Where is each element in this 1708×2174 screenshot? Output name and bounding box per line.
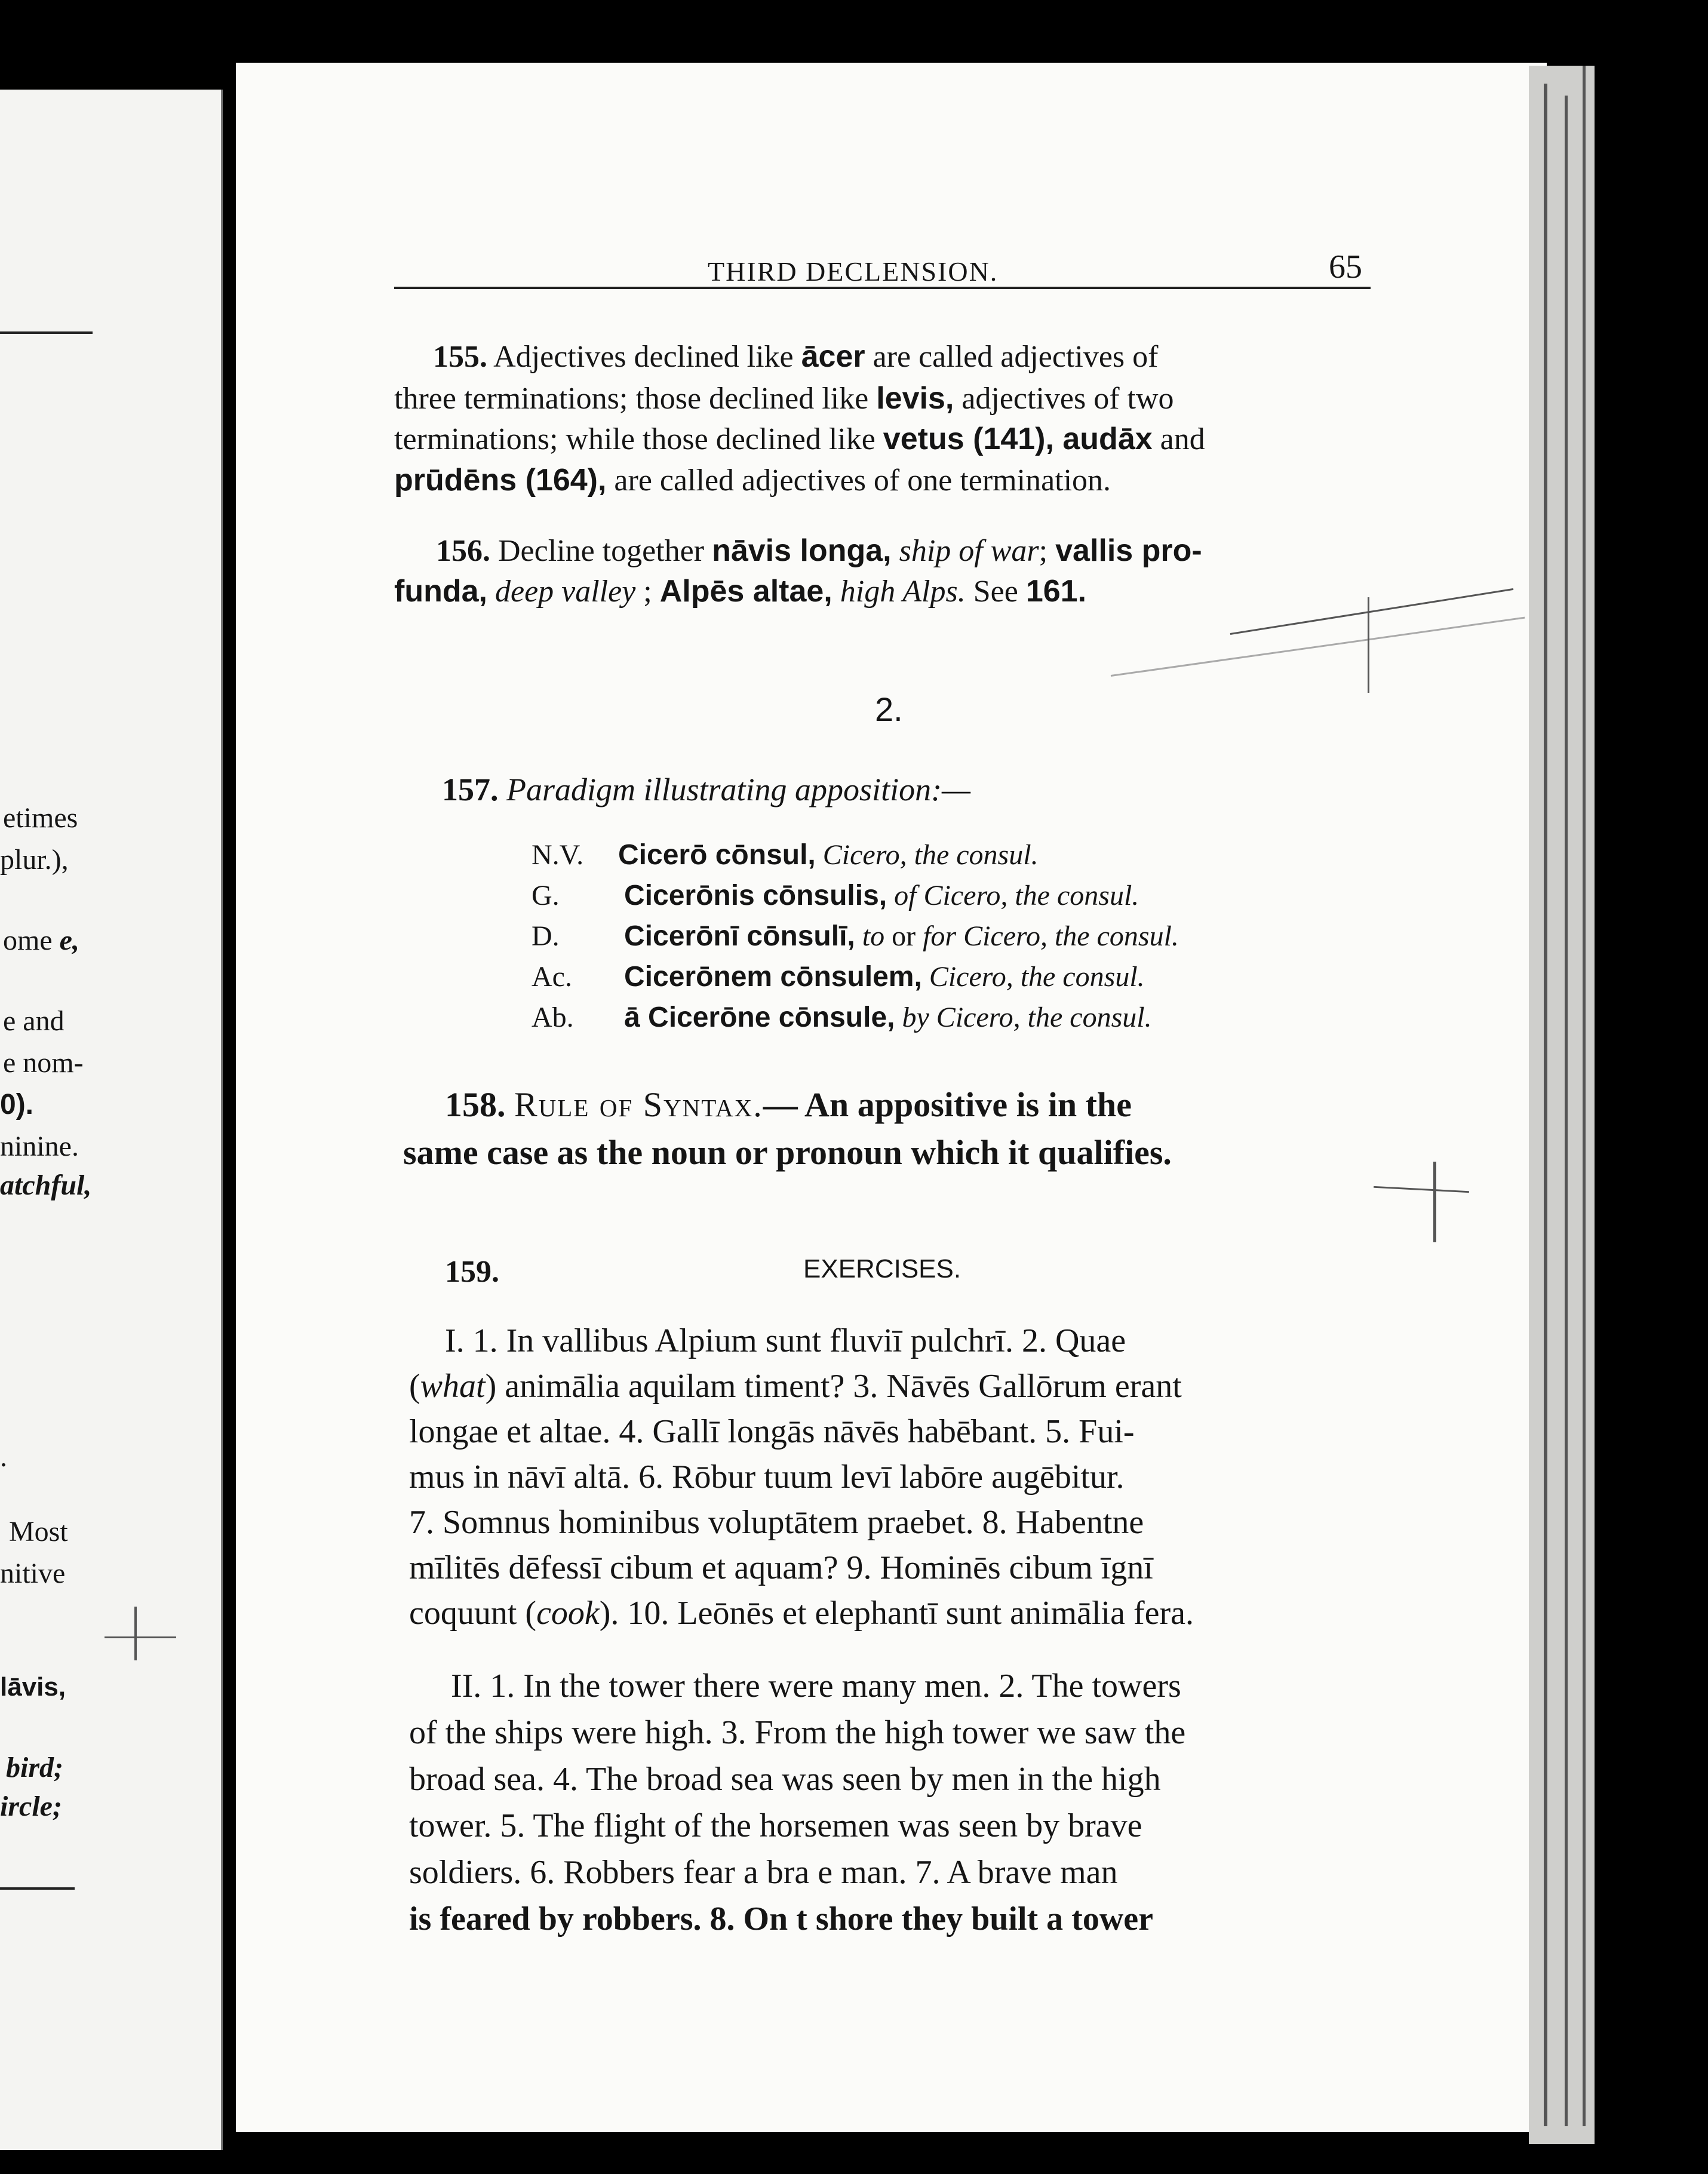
text: and <box>1160 422 1205 456</box>
left-fragment <box>6 1750 63 1786</box>
rule-line: same case as the noun or pronoun which it qualifies. <box>403 1133 1172 1172</box>
exercise-line: mus in nāvī altā. 6. Rōbur tuum levī labōre augēbitur. <box>409 1458 1125 1496</box>
section-number: 2. <box>875 690 903 728</box>
exercise-line: longae et altae. 4. Gallī longās nāvēs habēbant. 5. Fui- <box>409 1413 1135 1450</box>
left-page-rule-top <box>0 331 93 334</box>
translation: by Cicero, the consul. <box>902 1002 1152 1033</box>
latin-term: vallis pro- <box>1055 533 1202 568</box>
exercise-line: II. 1. In the tower there were many men. 2. The towers <box>451 1668 1181 1705</box>
translation: Cicero, the consul. <box>822 839 1039 871</box>
rule-label: Rule of Syntax. <box>514 1085 763 1124</box>
text: Decline together <box>498 534 705 568</box>
latin-term: ācer <box>801 339 865 374</box>
text: terminations; while those declined like <box>394 422 875 456</box>
text: or <box>892 920 916 952</box>
text: coquunt ( <box>409 1595 537 1632</box>
pen-mark <box>134 1607 137 1660</box>
page-number: 65 <box>1329 248 1362 285</box>
line <box>394 420 1205 459</box>
page-edge-line <box>1565 96 1568 2126</box>
case-label: G. <box>532 880 560 911</box>
left-fragment-italic: ircle; <box>0 1791 62 1822</box>
latin-term: vetus (141), audāx <box>883 422 1153 456</box>
case-label: D. <box>532 920 560 952</box>
line <box>394 572 1086 611</box>
rule-line <box>445 1084 1132 1126</box>
text: adjectives of two <box>961 382 1174 416</box>
latin-term: Alpēs altae, <box>659 574 833 609</box>
page-header-title: THIRD DECLENSION. <box>708 256 999 287</box>
left-fragment-italic: e, <box>59 925 79 956</box>
line <box>394 379 1174 418</box>
left-fragment: 0). <box>0 1089 34 1120</box>
translation: of Cicero, the consul. <box>894 880 1139 911</box>
left-fragment: plur.), <box>0 844 69 876</box>
left-page-rule-bottom <box>0 1887 75 1890</box>
paragraph-number: 159. <box>445 1255 499 1289</box>
page-edge-line <box>1544 84 1547 2126</box>
text: ( <box>409 1368 420 1405</box>
text: are called adjectives of one termination. <box>614 463 1111 498</box>
left-fragment: nitive <box>0 1558 66 1589</box>
latin-term: levis, <box>876 381 954 416</box>
text: are called adjectives of <box>873 340 1159 374</box>
pen-mark <box>105 1636 176 1638</box>
text: See <box>973 575 1018 609</box>
exercise-line: mīlitēs dēfessī cibum et aquam? 9. Hominēs cibum īgnī <box>409 1549 1153 1586</box>
translation: deep valley <box>494 575 636 609</box>
exercise-line: I. 1. In vallibus Alpium sunt fluviī pulchrī. 2. Quae <box>445 1322 1126 1359</box>
text: ; <box>643 575 652 609</box>
text: Adjectives declined like <box>493 340 794 374</box>
case-label: Ab. <box>532 1002 574 1033</box>
case-label: N.V. <box>532 839 584 871</box>
text: three terminations; those declined like <box>394 382 869 416</box>
translation: what <box>420 1368 486 1405</box>
text: ) animālia aquilam timent? 3. Nāvēs Gallōrum erant <box>485 1368 1182 1405</box>
exercise-line <box>409 1365 1182 1407</box>
exercise-line <box>409 1592 1194 1634</box>
left-fragment: ninine. <box>0 1131 79 1162</box>
paragraph-number: 158. <box>445 1085 506 1124</box>
left-fragment <box>0 1168 91 1203</box>
line <box>433 337 1158 376</box>
latin-form: Cicerōnī cōnsulī, <box>624 920 855 952</box>
text: ). 10. Leōnēs et elephantī sunt animālia fera. <box>599 1595 1194 1632</box>
pencil-mark <box>1368 597 1369 693</box>
exercises-heading: EXERCISES. <box>803 1254 961 1283</box>
latin-term: prūdēns (164), <box>394 463 607 498</box>
latin-form: Cicerō cōnsul, <box>618 839 816 871</box>
paradigm-title <box>442 770 970 809</box>
paradigm-row <box>532 836 1039 874</box>
paradigm-row <box>532 958 1145 996</box>
paradigm-title-text: Paradigm illustrating apposition:— <box>506 772 971 807</box>
rule-text: — An appositive is in the <box>763 1085 1132 1124</box>
latin-term: nāvis longa, <box>712 533 892 568</box>
translation: to <box>862 920 885 952</box>
paragraph-number: 156. <box>436 534 490 568</box>
paradigm-row <box>532 877 1139 915</box>
left-fragment-italic: atchful, <box>0 1169 92 1201</box>
line <box>394 461 1111 500</box>
left-fragment <box>0 1789 62 1825</box>
exercise-line: soldiers. 6. Robbers fear a bra e man. 7. A brave man <box>409 1854 1118 1891</box>
exercise-line: tower. 5. The flight of the horsemen was seen by brave <box>409 1807 1142 1844</box>
left-fragment: e and <box>3 1005 64 1037</box>
latin-form: Cicerōnem cōnsulem, <box>624 961 922 993</box>
left-fragment: lāvis, <box>0 1672 66 1702</box>
left-fragment: . <box>0 1441 7 1473</box>
pencil-mark <box>1433 1162 1436 1242</box>
translation: for Cicero, the consul. <box>923 920 1179 952</box>
latin-form: Cicerōnis cōnsulis, <box>624 880 887 911</box>
translation: high Alps. <box>840 575 966 609</box>
left-fragment: etimes <box>3 802 78 834</box>
exercise-line: broad sea. 4. The broad sea was seen by men in the high <box>409 1761 1161 1798</box>
header-rule <box>394 287 1371 289</box>
translation: Cicero, the consul. <box>929 961 1145 993</box>
left-fragment-text: ome <box>3 925 53 956</box>
left-fragment <box>3 923 79 959</box>
exercise-line: of the ships were high. 3. From the high tower we saw the <box>409 1714 1186 1751</box>
exercise-line: is feared by robbers. 8. On t shore they built a tower <box>409 1900 1153 1937</box>
cross-reference: 161. <box>1025 574 1087 609</box>
case-label: Ac. <box>532 961 572 993</box>
paragraph-number: 157. <box>442 772 499 807</box>
line <box>436 532 1202 570</box>
latin-term: funda, <box>394 574 487 609</box>
paradigm-row <box>532 917 1179 956</box>
paradigm-row <box>532 999 1152 1037</box>
left-fragment: e nom- <box>3 1047 84 1079</box>
exercise-line: 7. Somnus hominibus voluptātem praebet. 8. Habentne <box>409 1504 1144 1541</box>
left-fragment-italic: bird; <box>6 1752 63 1783</box>
text: ; <box>1039 534 1048 568</box>
paragraph-number: 155. <box>433 340 487 374</box>
latin-form: ā Cicerōne cōnsule, <box>624 1002 895 1033</box>
page-edge-line <box>1583 66 1586 2126</box>
left-fragment: Most <box>9 1516 68 1547</box>
translation: ship of war <box>899 534 1039 568</box>
translation: cook <box>536 1595 600 1632</box>
